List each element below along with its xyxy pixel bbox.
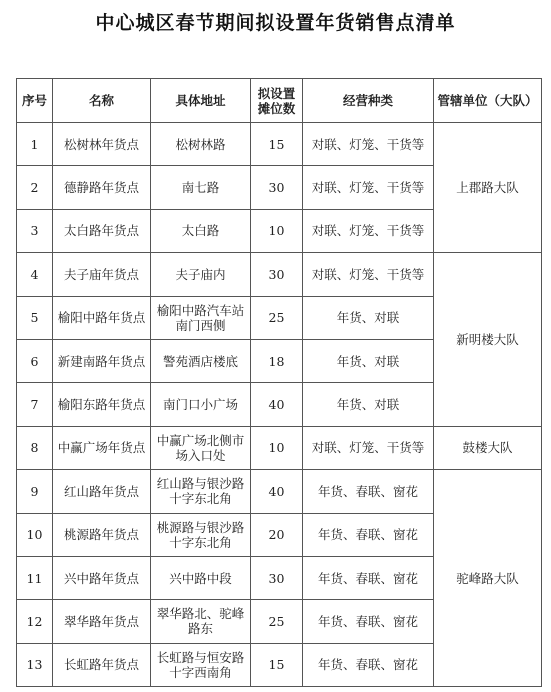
cell-address: 长虹路与恒安路十字西南角 xyxy=(151,643,251,686)
cell-stalls: 25 xyxy=(251,296,303,339)
header-stalls: 拟设置摊位数 xyxy=(251,79,303,123)
cell-stalls: 15 xyxy=(251,123,303,166)
cell-stalls: 10 xyxy=(251,426,303,469)
cell-type: 年货、对联 xyxy=(303,339,434,382)
cell-no: 2 xyxy=(17,166,53,209)
cell-type: 对联、灯笼、干货等 xyxy=(303,166,434,209)
cell-stalls: 15 xyxy=(251,643,303,686)
table-row xyxy=(17,470,542,513)
header-no: 序号 xyxy=(17,79,53,123)
cell-no: 8 xyxy=(17,426,53,469)
cell-no: 6 xyxy=(17,339,53,382)
page-title: 中心城区春节期间拟设置年货销售点清单 xyxy=(95,12,456,34)
cell-no: 4 xyxy=(17,253,53,296)
cell-name: 松树林年货点 xyxy=(53,123,151,166)
cell-name: 德静路年货点 xyxy=(53,166,151,209)
cell-name: 夫子庙年货点 xyxy=(53,253,151,296)
cell-no: 12 xyxy=(17,600,53,643)
cell-unit: 上郡路大队 xyxy=(434,123,542,253)
cell-type: 年货、春联、窗花 xyxy=(303,470,434,513)
header-name: 名称 xyxy=(53,79,151,123)
cell-name: 翠华路年货点 xyxy=(53,600,151,643)
header-type: 经营种类 xyxy=(303,79,434,123)
cell-type: 对联、灯笼、干货等 xyxy=(303,426,434,469)
cell-type: 对联、灯笼、干货等 xyxy=(303,123,434,166)
cell-name: 榆阳中路年货点 xyxy=(53,296,151,339)
cell-no: 11 xyxy=(17,556,53,599)
cell-address: 红山路与银沙路十字东北角 xyxy=(151,470,251,513)
cell-type: 年货、春联、窗花 xyxy=(303,643,434,686)
cell-address: 南门口小广场 xyxy=(151,383,251,426)
cell-stalls: 25 xyxy=(251,600,303,643)
cell-address: 夫子庙内 xyxy=(151,253,251,296)
header-unit: 管辖单位（大队） xyxy=(434,79,542,123)
cell-name: 长虹路年货点 xyxy=(53,643,151,686)
table-row xyxy=(17,123,542,166)
cell-no: 1 xyxy=(17,123,53,166)
cell-stalls: 30 xyxy=(251,556,303,599)
cell-stalls: 40 xyxy=(251,470,303,513)
cell-name: 中赢广场年货点 xyxy=(53,426,151,469)
cell-stalls: 18 xyxy=(251,339,303,382)
cell-address: 太白路 xyxy=(151,209,251,252)
cell-type: 年货、春联、窗花 xyxy=(303,513,434,556)
cell-name: 太白路年货点 xyxy=(53,209,151,252)
cell-type: 年货、春联、窗花 xyxy=(303,556,434,599)
cell-address: 中赢广场北侧市场入口处 xyxy=(151,426,251,469)
cell-address: 松树林路 xyxy=(151,123,251,166)
cell-name: 红山路年货点 xyxy=(53,470,151,513)
cell-no: 13 xyxy=(17,643,53,686)
cell-stalls: 30 xyxy=(251,253,303,296)
cell-address: 南七路 xyxy=(151,166,251,209)
cell-address: 兴中路中段 xyxy=(151,556,251,599)
cell-unit: 新明楼大队 xyxy=(434,253,542,427)
cell-name: 新建南路年货点 xyxy=(53,339,151,382)
cell-type: 年货、对联 xyxy=(303,383,434,426)
cell-stalls: 40 xyxy=(251,383,303,426)
cell-type: 对联、灯笼、干货等 xyxy=(303,253,434,296)
cell-address: 榆阳中路汽车站南门西侧 xyxy=(151,296,251,339)
cell-address: 桃源路与银沙路十字东北角 xyxy=(151,513,251,556)
cell-stalls: 20 xyxy=(251,513,303,556)
cell-name: 兴中路年货点 xyxy=(53,556,151,599)
cell-address: 翠华路北、驼峰路东 xyxy=(151,600,251,643)
cell-address: 警苑酒店楼底 xyxy=(151,339,251,382)
cell-no: 7 xyxy=(17,383,53,426)
table-row xyxy=(17,253,542,296)
cell-no: 10 xyxy=(17,513,53,556)
cell-type: 年货、对联 xyxy=(303,296,434,339)
header-address: 具体地址 xyxy=(151,79,251,123)
cell-stalls: 30 xyxy=(251,166,303,209)
cell-unit: 鼓楼大队 xyxy=(434,426,542,469)
sales-point-table xyxy=(16,78,542,687)
cell-name: 榆阳东路年货点 xyxy=(53,383,151,426)
cell-no: 5 xyxy=(17,296,53,339)
cell-name: 桃源路年货点 xyxy=(53,513,151,556)
table-header-row xyxy=(17,79,542,123)
cell-type: 年货、春联、窗花 xyxy=(303,600,434,643)
cell-stalls: 10 xyxy=(251,209,303,252)
cell-no: 9 xyxy=(17,470,53,513)
cell-type: 对联、灯笼、干货等 xyxy=(303,209,434,252)
cell-no: 3 xyxy=(17,209,53,252)
cell-unit: 驼峰路大队 xyxy=(434,470,542,687)
table-row xyxy=(17,426,542,469)
